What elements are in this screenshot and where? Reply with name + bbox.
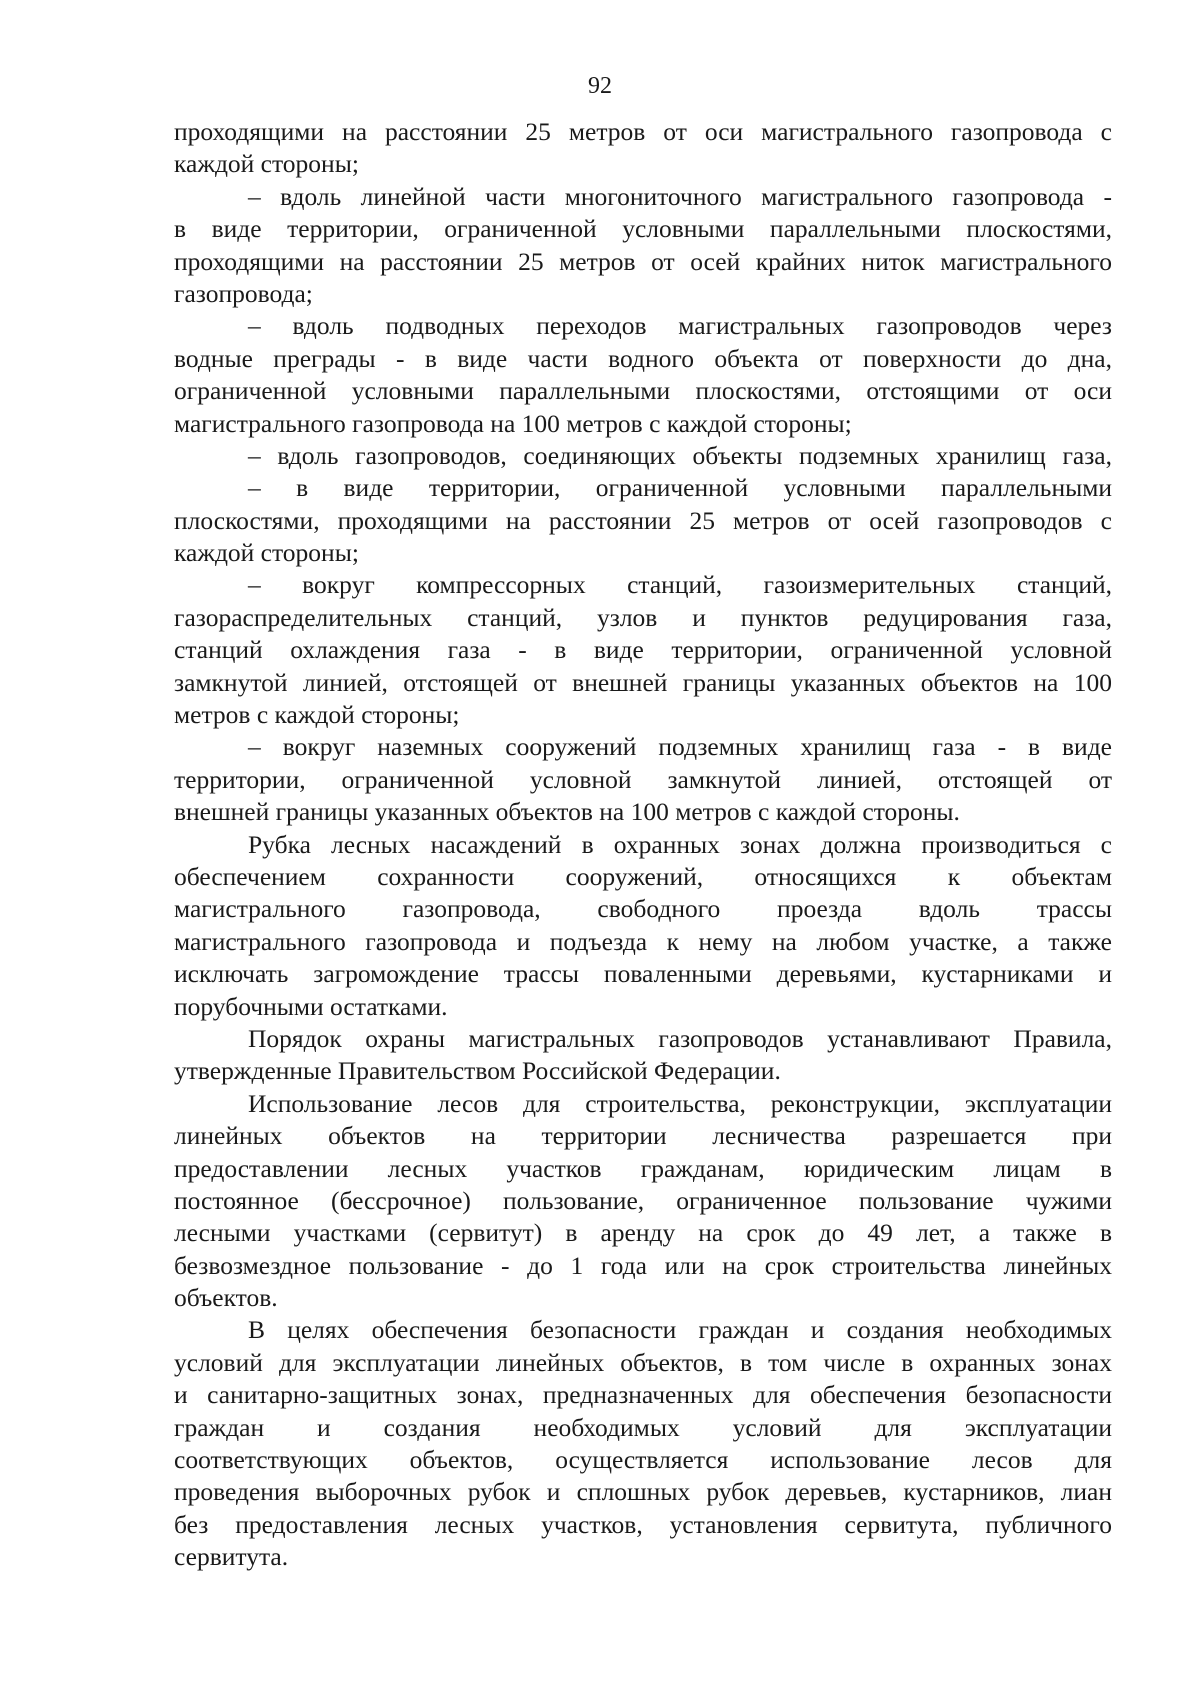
text-line: граждан и создания необходимых условий для эксплуатации — [174, 1412, 1112, 1442]
text-line: магистрального газопровода и подъезда к нему на любом участке, а также — [174, 926, 1112, 956]
document-body — [174, 116, 1112, 1574]
text-line: предоставлении лесных участков гражданам, юридическим лицам в — [174, 1153, 1112, 1183]
text-line: Порядок охраны магистральных газопроводов устанавливают Правила, — [248, 1023, 1112, 1053]
text-line: проведения выборочных рубок и сплошных рубок деревьев, кустарников, лиан — [174, 1477, 1112, 1507]
text-line: проходящими на расстоянии 25 метров от осей крайних ниток магистрального — [174, 246, 1112, 276]
text-line: магистрального газопровода, свободного проезда вдоль трассы — [174, 894, 1112, 924]
text-line: метров с каждой стороны; — [174, 700, 460, 730]
text-line: условий для эксплуатации линейных объектов, в том числе в охранных зонах — [174, 1347, 1112, 1377]
text-line: – вокруг наземных сооружений подземных хранилищ газа - в виде — [248, 732, 1112, 762]
text-line: замкнутой линией, отстоящей от внешней границы указанных объектов на 100 — [174, 667, 1112, 697]
text-line: утвержденные Правительством Российской Федерации. — [174, 1056, 781, 1086]
text-line: ограниченной условными параллельными плоскостями, отстоящими от оси — [174, 376, 1112, 406]
text-line: В целях обеспечения безопасности граждан и создания необходимых — [248, 1315, 1112, 1345]
text-line: Рубка лесных насаждений в охранных зонах должна производиться с — [248, 829, 1112, 859]
text-line: проходящими на расстоянии 25 метров от оси магистрального газопровода с — [174, 117, 1112, 146]
text-line: – вдоль подводных переходов магистральных газопроводов через — [248, 311, 1112, 341]
text-line: порубочными остатками. — [174, 991, 448, 1021]
text-line: плоскостями, проходящими на расстоянии 25 метров от осей газопроводов с — [174, 505, 1112, 535]
text-line: в виде территории, ограниченной условными параллельными плоскостями, — [174, 214, 1112, 244]
text-line: Использование лесов для строительства, реконструкции, эксплуатации — [248, 1088, 1112, 1118]
page-number: 92 — [588, 73, 612, 99]
text-line: и санитарно-защитных зонах, предназначенных для обеспечения безопасности — [174, 1380, 1112, 1410]
text-line: – в виде территории, ограниченной условными параллельными — [248, 473, 1112, 503]
text-line: линейных объектов на территории лесничества разрешается при — [174, 1121, 1112, 1151]
text-line: постоянное (бессрочное) пользование, ограниченное пользование чужими — [174, 1185, 1112, 1215]
text-line: обеспечением сохранности сооружений, относящихся к объектам — [174, 861, 1112, 891]
text-line: водные преграды - в виде части водного объекта от поверхности до дна, — [174, 343, 1112, 373]
text-line: – вдоль газопроводов, соединяющих объекты подземных хранилищ газа, — [248, 440, 1112, 470]
text-line: газопровода; — [174, 278, 313, 308]
text-line: объектов. — [174, 1283, 278, 1313]
text-line: каждой стороны; — [174, 149, 359, 179]
text-line: газораспределительных станций, узлов и пунктов редуцирования газа, — [174, 602, 1112, 632]
text-line: сервитута. — [174, 1542, 289, 1572]
text-line: каждой стороны; — [174, 538, 359, 568]
text-line: – вокруг компрессорных станций, газоизмерительных станций, — [248, 570, 1112, 600]
text-line: магистрального газопровода на 100 метров с каждой стороны; — [174, 408, 852, 438]
text-line: исключать загромождение трассы поваленными деревьями, кустарниками и — [174, 959, 1112, 989]
text-line: безвозмездное пользование - до 1 года или на срок строительства линейных — [174, 1250, 1112, 1280]
text-line: без предоставления лесных участков, установления сервитута, публичного — [174, 1509, 1112, 1539]
text-line: станций охлаждения газа - в виде территории, ограниченной условной — [174, 635, 1112, 665]
text-line: – вдоль линейной части многониточного магистрального газопровода - — [248, 181, 1112, 211]
text-line: соответствующих объектов, осуществляется использование лесов для — [174, 1445, 1112, 1475]
text-line: лесными участками (сервитут) в аренду на срок до 49 лет, а также в — [174, 1218, 1112, 1248]
text-line: территории, ограниченной условной замкнутой линией, отстоящей от — [174, 764, 1112, 794]
text-line: внешней границы указанных объектов на 100 метров с каждой стороны. — [174, 797, 960, 827]
